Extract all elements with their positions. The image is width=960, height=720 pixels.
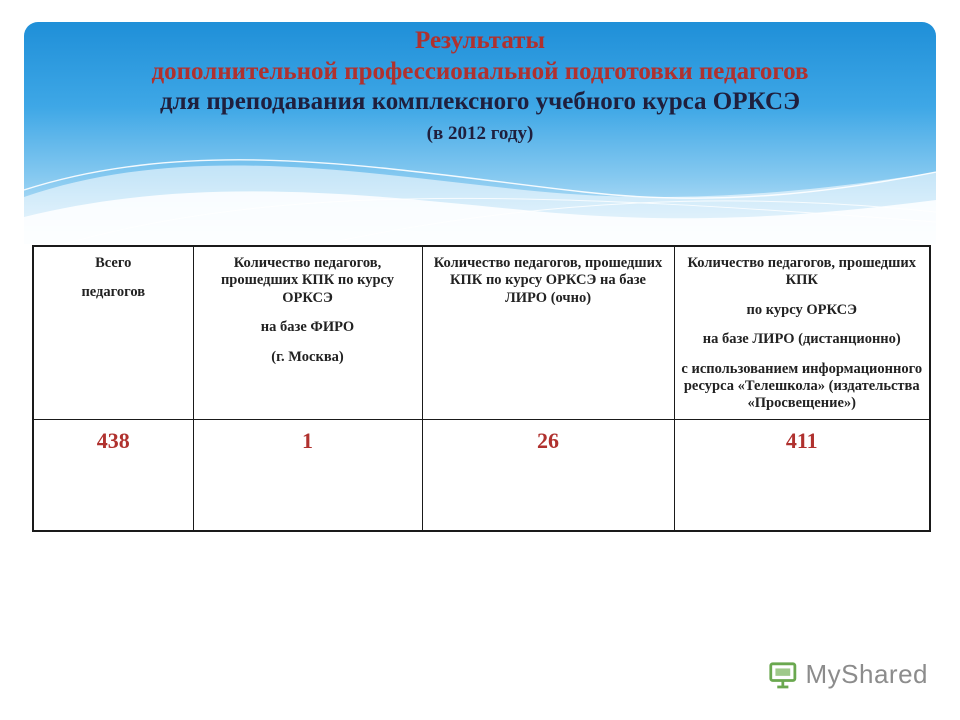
value-liro-fulltime: 26 bbox=[422, 419, 674, 531]
value-firo: 1 bbox=[193, 419, 422, 531]
title-line-2: дополнительной профессиональной подготовки педагогов bbox=[151, 57, 809, 85]
header-line: Количество педагогов, прошедших КПК по курсу ОРКСЭ bbox=[220, 255, 395, 306]
header-firo bbox=[193, 246, 422, 419]
header-line: на базе ФИРО bbox=[260, 319, 355, 336]
header-line: Всего bbox=[95, 255, 132, 271]
header-liro-distance bbox=[674, 246, 930, 419]
header-total-teachers bbox=[33, 246, 193, 419]
header-line: Количество педагогов, прошедших КПК по курсу ОРКСЭ на базе ЛИРО (очно) bbox=[433, 255, 663, 306]
header-liro-fulltime bbox=[422, 246, 674, 419]
myshared-logo bbox=[768, 654, 928, 694]
table-row bbox=[33, 419, 930, 531]
title-line-3: для преподавания комплексного учебного курса ОРКСЭ bbox=[159, 88, 801, 115]
header-line: с использованием информационного ресурса «Телешкола» (издательства «Просвещение») bbox=[681, 360, 923, 412]
value-total: 438 bbox=[33, 419, 193, 531]
title-line-4: (в 2012 году) bbox=[426, 122, 534, 144]
slide-title bbox=[24, 26, 936, 145]
results-table bbox=[32, 245, 931, 532]
header-line: (г. Москва) bbox=[271, 348, 344, 365]
header-line: Количество педагогов, прошедших КПК bbox=[687, 255, 916, 289]
table-header-row bbox=[33, 246, 930, 419]
presentation-screen-icon bbox=[768, 657, 800, 691]
header-line: педагогов bbox=[81, 284, 146, 301]
header-line: на базе ЛИРО (дистанционно) bbox=[702, 331, 901, 348]
title-line-1: Результаты bbox=[415, 27, 545, 54]
value-liro-distance: 411 bbox=[674, 419, 930, 531]
logo-text: MyShared bbox=[805, 658, 928, 689]
header-line: по курсу ОРКСЭ bbox=[746, 301, 857, 318]
